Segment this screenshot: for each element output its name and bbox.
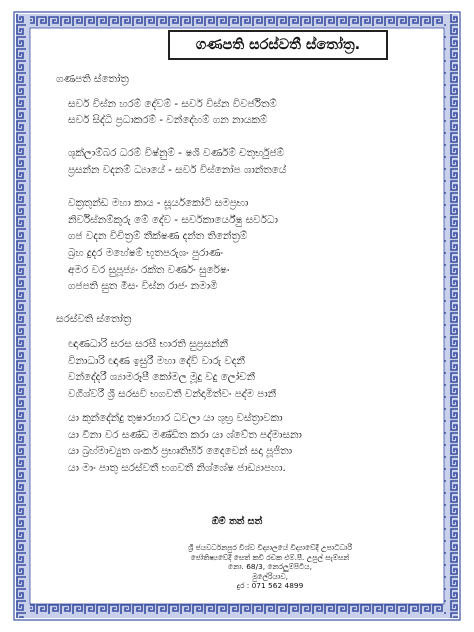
verse-line: වගීශ්වරී ශ්‍රී සරසවි භගවතී වන්දාමිත්වං පද්ම පානී bbox=[68, 387, 277, 400]
closing-mantra: ඕම් තත් සත් bbox=[211, 516, 263, 527]
page-title: ගණපති සරස්වතී ස්තෝත්‍ර. bbox=[168, 30, 388, 60]
author-city: මුලේරියාව, bbox=[252, 571, 288, 581]
verse-line: යා මාං පාතු සරස්වතී භගවතී නිශ්ශේෂ ජාඩ්‍යාපහා. bbox=[68, 462, 286, 475]
verse-line: යා වීනා වර සණ්ඩ මණ්ඩිත කරා යා ශ්වේත පද්මාසනා bbox=[68, 428, 302, 441]
verse-line: වන්දේදරී ශ්‍යාමරූපී කෝමල මූදු වදු ලෝචනී bbox=[68, 371, 256, 384]
verse-line: විනාධාරි ඥාණ ඉසුරී මහා දේවි වාරු වදනී bbox=[68, 354, 245, 367]
verse-line: යා බ්‍රහ්මාච්‍යුත ශංකර් ප්‍රභෘතිභිර් දෛවෙන් සදා පූජිතා bbox=[68, 445, 293, 458]
verse-line: වක්‍රතුන්ඩ මහා කාය - සූර්යකෝටි සමප්‍රභා bbox=[68, 197, 249, 210]
verse-line: ගජපති සුත මීසං විඝ්න රාජං නමාමි bbox=[68, 280, 218, 293]
author-line: ජෝතිෂ්‍යවේදී සෙත් කවි රචක එම්.පී. උපුල් සැම්සන් bbox=[190, 552, 350, 562]
section-heading: ගණපති ස්තෝත්‍ර bbox=[56, 73, 129, 85]
author-phone: දුර : 071 562 4899 bbox=[236, 581, 304, 591]
author-address: නො. 68/3, නෙරලුම්පිටිය, bbox=[228, 562, 312, 572]
verse-line: ගජ වදන විචිත්‍රම් තීක්ෂණ දන්ත තිනේත්‍රම් bbox=[68, 230, 248, 243]
verse-line: අමර වර සුපූජ්‍යං රක්ත වර්ණං සුරේෂං bbox=[68, 263, 230, 276]
verse-line: ප්‍රසන්න වදනම් ධ්‍යායේ - සර්ව විඝ්නෝප ශාන්තයේ bbox=[68, 163, 287, 176]
verse-line: ශුක්ලාම්බර ධරම් විෂ්නුම් - ෂශි වර්ණම් චතුර්භුජම් bbox=[68, 147, 285, 160]
stotra-body bbox=[56, 71, 436, 477]
verse-line: නිර්විඝ්නම්කුරු මේ දේව - සර්වකාර්යේෂු සර්වධා bbox=[68, 213, 278, 226]
section-heading: සරස්වති ස්තෝත්‍ර bbox=[56, 313, 132, 326]
verse-line: යා කුන්දේන්දු තුෂාරහාර ධවලා යා ශුභ්‍ර වස්ත්‍රාවකා bbox=[68, 412, 283, 425]
author-line: ශ්‍රී ජයවර්ධනපුර විශ්ව විද්‍යාලයේ විද්‍යාවේදී උපාධිධාරී bbox=[188, 543, 352, 552]
verse-line: ඥාණධාරි සරස සරසී භාරති සුප්‍රසන්නී bbox=[68, 337, 228, 350]
verse-line: සර්ව සිද්ධි ප්‍රධාකරම් - වන්දේහම් ගන නායකම් bbox=[68, 114, 268, 127]
verse-line: බ්‍රහ දුදර මහේෂම් භූතපරුශං පුරාණං bbox=[68, 246, 223, 259]
author-signature bbox=[120, 543, 420, 591]
verse-line: සර්ව විඝ්න හරම් දේවම් - සර්ව විඝ්න විවර්ජිතම් bbox=[68, 97, 277, 110]
